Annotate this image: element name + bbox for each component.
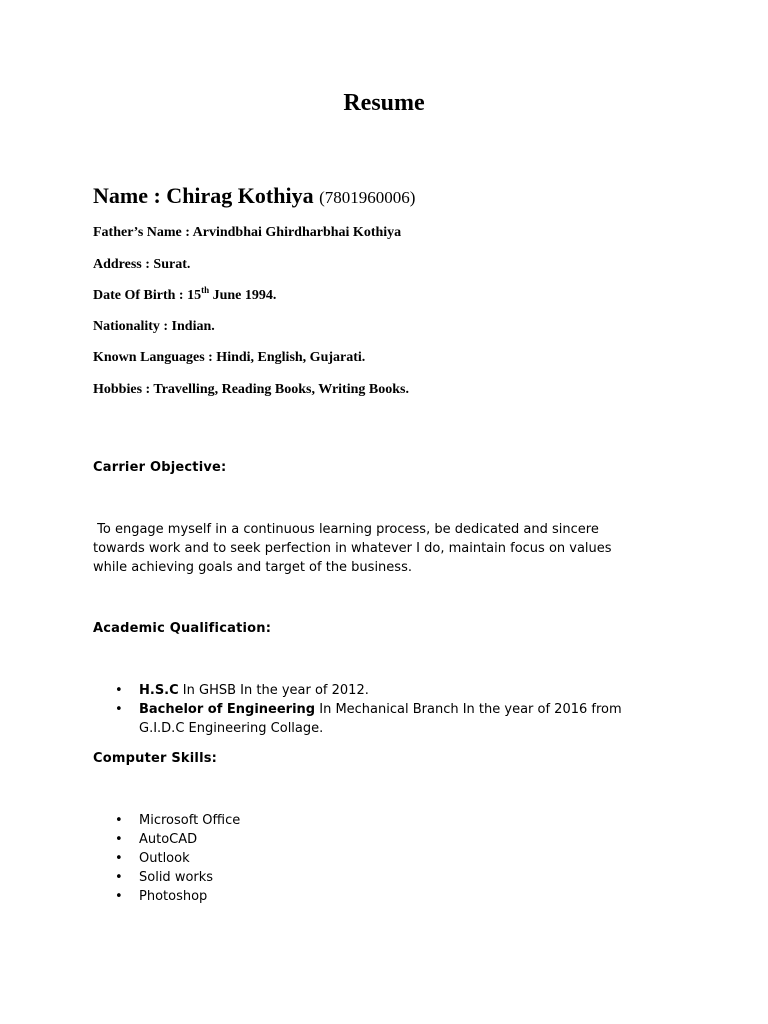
skill-label: Microsoft Office: [139, 813, 241, 828]
qualification-title: Bachelor of Engineering: [139, 702, 316, 717]
bullet-icon: •: [115, 870, 123, 885]
skill-label: Photoshop: [139, 889, 208, 904]
dob-prefix: Date Of Birth : 15: [93, 288, 202, 303]
skill-label: AutoCAD: [139, 832, 198, 847]
skills-heading: Computer Skills:: [93, 751, 218, 766]
address: Address : Surat.: [93, 257, 191, 272]
page-title: Resume: [343, 90, 425, 116]
list-item: [93, 830, 240, 849]
objective-line: To engage myself in a continuous learning process, be dedicated and sincere: [93, 522, 599, 537]
dob-rest: June 1994.: [209, 288, 277, 303]
phone-number: (7801960006): [319, 188, 416, 207]
objective-paragraph: [93, 520, 683, 577]
bullet-icon: •: [115, 832, 123, 847]
bullet-icon: •: [115, 702, 123, 717]
name-line: [93, 181, 415, 213]
known-languages: Known Languages : Hindi, English, Gujarati.: [93, 350, 366, 365]
academic-heading: Academic Qualification:: [93, 621, 272, 636]
list-item: [93, 681, 622, 700]
academic-list: [93, 681, 622, 738]
skills-list: [93, 811, 240, 906]
list-item: [93, 887, 240, 906]
qualification-detail: In Mechanical Branch In the year of 2016 from: [315, 702, 622, 717]
date-of-birth: [93, 287, 276, 305]
skill-label: Outlook: [139, 851, 190, 866]
list-item: [93, 868, 240, 887]
candidate-name: Name : Chirag Kothiya: [93, 183, 314, 208]
list-item: [93, 811, 240, 830]
hobbies: Hobbies : Travelling, Reading Books, Writing Books.: [93, 382, 409, 397]
objective-line: towards work and to seek perfection in whatever I do, maintain focus on values: [93, 541, 612, 556]
list-item: [93, 849, 240, 868]
list-item: [93, 700, 622, 738]
nationality: Nationality : Indian.: [93, 319, 215, 334]
bullet-icon: •: [115, 889, 123, 904]
qualification-detail-cont: G.I.D.C Engineering Collage.: [139, 721, 324, 736]
bullet-icon: •: [115, 851, 123, 866]
dob-ordinal: th: [201, 285, 210, 295]
bullet-icon: •: [115, 683, 123, 698]
father-name: Father’s Name : Arvindbhai Ghirdharbhai Kothiya: [93, 225, 402, 240]
bullet-icon: •: [115, 813, 123, 828]
qualification-title: H.S.C: [139, 683, 179, 698]
skill-label: Solid works: [139, 870, 214, 885]
objective-heading: Carrier Objective:: [93, 460, 227, 475]
objective-line: while achieving goals and target of the business.: [93, 560, 412, 575]
qualification-detail: In GHSB In the year of 2012.: [178, 683, 369, 698]
